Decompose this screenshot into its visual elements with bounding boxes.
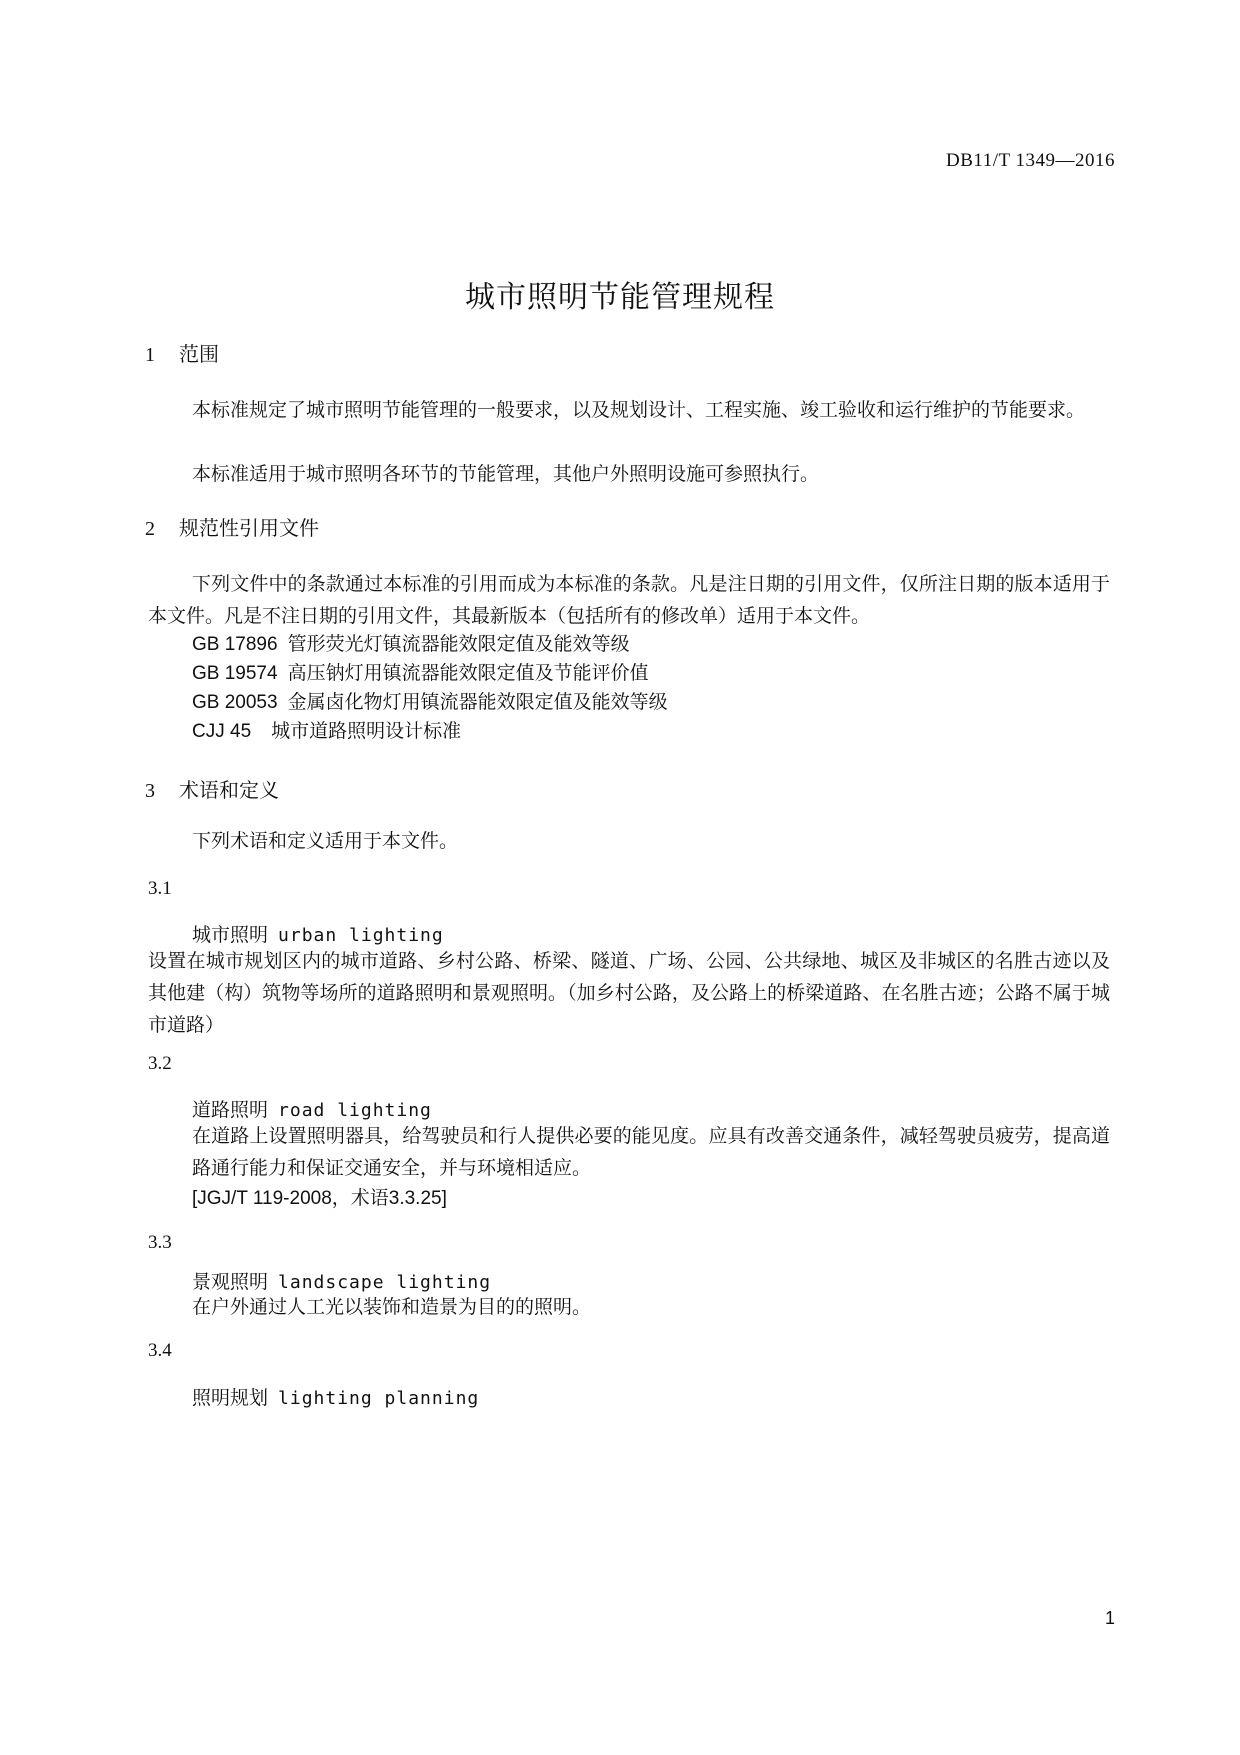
term-chinese: 城市照明 bbox=[192, 924, 269, 946]
clause-number: 3.2 bbox=[148, 1053, 172, 1074]
term-entry bbox=[192, 1095, 432, 1122]
reference-item bbox=[192, 716, 461, 743]
term-english: urban lighting bbox=[278, 925, 444, 946]
term-english: road lighting bbox=[278, 1100, 432, 1121]
reference-code: GB 17896 bbox=[192, 634, 278, 655]
section-title: 范围 bbox=[179, 342, 219, 366]
page-number: 1 bbox=[1104, 1608, 1115, 1628]
term-definition: 在道路上设置照明器具，给驾驶员和行人提供必要的能见度。应具有改善交通条件，减轻驾驶员疲劳，提高道路通行能力和保证交通安全，并与环境相适应。 bbox=[192, 1125, 1110, 1179]
references-intro-paragraph: 下列文件中的条款通过本标准的引用而成为本标准的条款。凡是注日期的引用文件，仅所注日期的版本适用于本文件。凡是不注日期的引用文件，其最新版本（包括所有的修改单）适用于本文件。 bbox=[148, 573, 1110, 627]
section-title: 规范性引用文件 bbox=[179, 516, 319, 540]
reference-code: CJJ 45 bbox=[192, 721, 252, 742]
term-source: [JGJ/T 119-2008，术语3.3.25] bbox=[192, 1188, 447, 1209]
term-chinese: 道路照明 bbox=[192, 1099, 269, 1121]
document-code: DB11/T 1349—2016 bbox=[946, 150, 1115, 171]
reference-title: 金属卤化物灯用镇流器能效限定值及能效等级 bbox=[287, 691, 668, 713]
reference-item bbox=[192, 629, 630, 656]
reference-item bbox=[192, 658, 649, 685]
reference-item bbox=[192, 687, 668, 714]
section-heading-terms bbox=[145, 774, 279, 803]
section-heading-normative-references bbox=[145, 512, 319, 541]
section-number: 3 bbox=[145, 780, 155, 802]
clause-number: 3.3 bbox=[148, 1232, 172, 1253]
document-title: 城市照明节能管理规程 bbox=[465, 280, 775, 315]
section-heading-scope bbox=[145, 338, 219, 367]
scope-paragraph-2: 本标准适用于城市照明各环节的节能管理，其他户外照明设施可参照执行。 bbox=[192, 463, 820, 485]
term-definition: 设置在城市规划区内的城市道路、乡村公路、桥梁、隧道、广场、公园、公共绿地、城区及非城区的名胜古迹以及其他建（构）筑物等场所的道路照明和景观照明。（加乡村公路，及公路上的桥梁道路、在名胜古迹；公路不属于城市道路） bbox=[148, 950, 1110, 1036]
scope-paragraph-1: 本标准规定了城市照明节能管理的一般要求，以及规划设计、工程实施、竣工验收和运行维护的节能要求。 bbox=[192, 399, 1086, 421]
term-english: lighting planning bbox=[278, 1388, 480, 1409]
reference-title: 管形荧光灯镇流器能效限定值及能效等级 bbox=[287, 633, 630, 655]
term-chinese: 景观照明 bbox=[192, 1271, 269, 1293]
term-entry bbox=[192, 1267, 491, 1294]
term-chinese: 照明规划 bbox=[192, 1387, 269, 1409]
clause-number: 3.4 bbox=[148, 1340, 172, 1361]
reference-code: GB 19574 bbox=[192, 663, 278, 684]
section-number: 1 bbox=[145, 344, 155, 366]
reference-code: GB 20053 bbox=[192, 692, 278, 713]
terms-intro-paragraph: 下列术语和定义适用于本文件。 bbox=[192, 830, 459, 852]
reference-title: 高压钠灯用镇流器能效限定值及节能评价值 bbox=[287, 662, 649, 684]
section-number: 2 bbox=[145, 518, 155, 540]
term-definition: 在户外通过人工光以装饰和造景为目的的照明。 bbox=[192, 1296, 592, 1318]
term-english: landscape lighting bbox=[278, 1272, 492, 1293]
clause-number: 3.1 bbox=[148, 878, 172, 899]
term-entry bbox=[192, 920, 444, 947]
section-title: 术语和定义 bbox=[179, 778, 279, 802]
reference-title: 城市道路照明设计标准 bbox=[271, 720, 462, 742]
term-entry bbox=[192, 1383, 479, 1410]
